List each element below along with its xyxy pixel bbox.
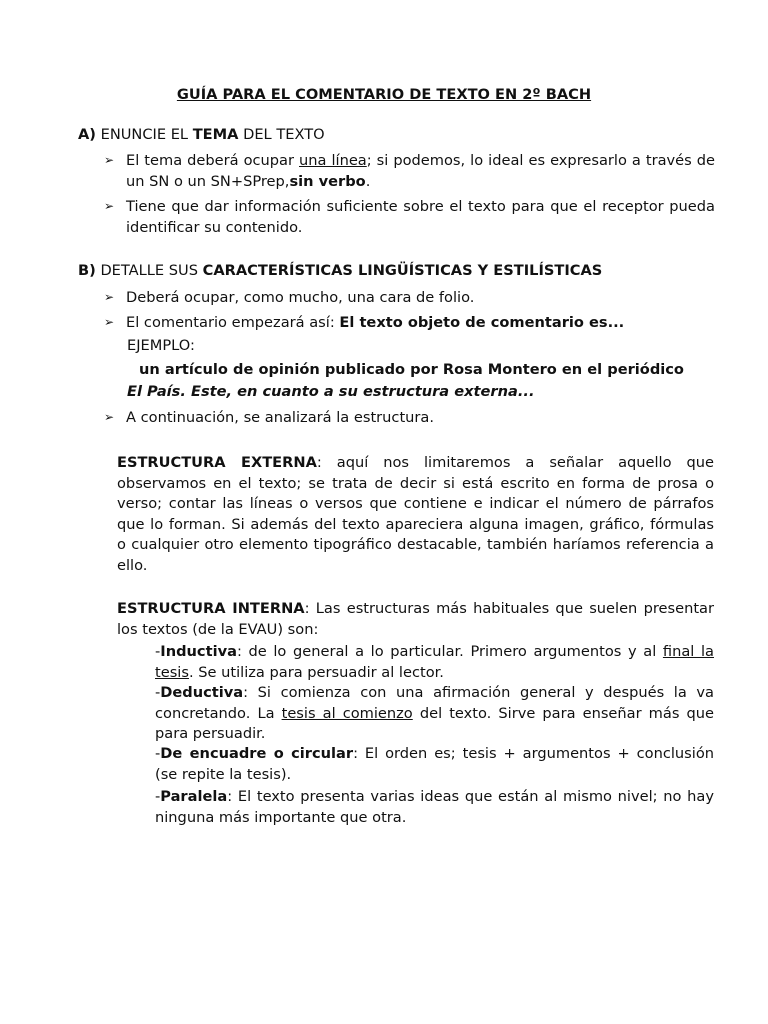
example-line-1: un artículo de opinión publicado por Rosa Montero en el periódico: [139, 361, 684, 378]
section-b-label: B): [78, 262, 96, 279]
section-a-heading-pre: ENUNCIE EL: [100, 126, 193, 143]
example-label: EJEMPLO:: [127, 337, 195, 354]
example-line-2: El País. Este, en cuanto a su estructura externa...: [127, 383, 535, 400]
estructura-externa-text: : aquí nos limitaremos a señalar aquello que observamos en el texto; se trata de decir si está escrito en forma de prosa o verso; contar las líneas o versos que contiene e indicar el número de párrafos que lo forman. Si además del texto apareciera alguna imagen, gráfico, fórmulas o cualquier otro elemento tipográfico destacable, también haríamos referencia a ello.: [117, 454, 714, 574]
structure-type-encuadre: [155, 744, 714, 785]
structure-type-desc: : El texto presenta varias ideas que están al mismo nivel; no hay ninguna más importante que otra.: [155, 788, 714, 826]
arrowhead-bullet-icon: ➢: [104, 410, 115, 424]
section-b-bullet-3: [104, 407, 715, 428]
structure-type-name: Deductiva: [160, 684, 244, 701]
structure-type-desc-end: del texto. Sirve para enseñar más que para persuadir.: [155, 704, 714, 743]
structure-type-name: De encuadre o circular: [160, 745, 354, 762]
arrowhead-bullet-icon: ➢: [104, 290, 115, 304]
structure-type-desc: : de lo general a lo particular. Primero argumentos y al: [236, 643, 663, 660]
bullet-text-mid: ; si podemos, lo ideal es expresarlo a través de un SN o un SN+SPrep,: [126, 152, 715, 190]
section-a-heading-bold: TEMA: [192, 126, 239, 143]
estructura-interna-paragraph: [117, 599, 714, 640]
bullet-text-pre: El tema deberá ocupar: [126, 152, 300, 169]
bullet-text: A continuación, se analizará la estructura.: [126, 409, 434, 426]
estructura-interna-label: ESTRUCTURA INTERNA: [117, 600, 305, 617]
section-a-bullet-1: [104, 150, 715, 192]
section-b-bullet-2: [104, 312, 715, 333]
structure-type-dash: -: [155, 745, 161, 762]
estructura-externa-label: ESTRUCTURA EXTERNA: [117, 454, 317, 471]
structure-type-dash: -: [155, 684, 161, 701]
arrowhead-bullet-icon: ➢: [104, 315, 115, 329]
section-a-heading: [78, 126, 325, 143]
bullet-text: Deberá ocupar, como mucho, una cara de folio.: [126, 289, 475, 306]
bullet-text: [126, 150, 715, 192]
bullet-text-post: .: [365, 173, 371, 190]
bold-phrase: El texto objeto de comentario es...: [339, 314, 625, 331]
section-b-heading-pre: DETALLE SUS: [100, 262, 203, 279]
underlined-phrase: tesis al comienzo: [281, 704, 413, 722]
section-a-bullet-2: [104, 196, 715, 238]
structure-type-name: Paralela: [160, 788, 228, 805]
estructura-interna-text: : Las estructuras más habituales que suelen presentar los textos (de la EVAU) son:: [117, 600, 714, 638]
underlined-phrase: una línea: [299, 152, 367, 169]
arrowhead-bullet-icon: ➢: [104, 199, 115, 213]
structure-type-desc-end: . Se utiliza para persuadir al lector.: [188, 663, 444, 681]
bullet-text: Tiene que dar información suficiente sobre el texto para que el receptor pueda identificar su contenido.: [126, 198, 715, 236]
section-b-heading: [78, 262, 602, 279]
structure-type-inductiva: [155, 642, 714, 683]
structure-type-dash: -: [155, 643, 161, 660]
structure-type-deductiva: [155, 683, 714, 745]
bullet-text: [126, 312, 715, 333]
structure-type-desc: : Si comienza con una afirmación general y después la va concretando. La: [155, 684, 714, 722]
document-title: GUÍA PARA EL COMENTARIO DE TEXTO EN 2º BACH: [176, 86, 592, 103]
structure-type-desc: : El orden es; tesis + argumentos + conclusión (se repite la tesis).: [155, 745, 714, 783]
arrowhead-bullet-icon: ➢: [104, 153, 115, 167]
structure-type-paralela: [155, 787, 714, 828]
section-a-heading-post: DEL TEXTO: [238, 126, 325, 143]
section-b-bullet-1: [104, 287, 715, 308]
underlined-phrase: final la tesis: [155, 643, 714, 681]
section-a-label: A): [78, 126, 96, 143]
section-b-heading-bold: CARACTERÍSTICAS LINGÜÍSTICAS Y ESTILÍSTICAS: [202, 262, 603, 279]
bullet-text-pre: El comentario empezará así:: [126, 314, 340, 331]
bold-phrase: sin verbo: [289, 173, 366, 190]
structure-type-name: Inductiva: [160, 643, 237, 660]
estructura-externa-paragraph: [117, 453, 714, 577]
structure-type-dash: -: [155, 788, 161, 805]
